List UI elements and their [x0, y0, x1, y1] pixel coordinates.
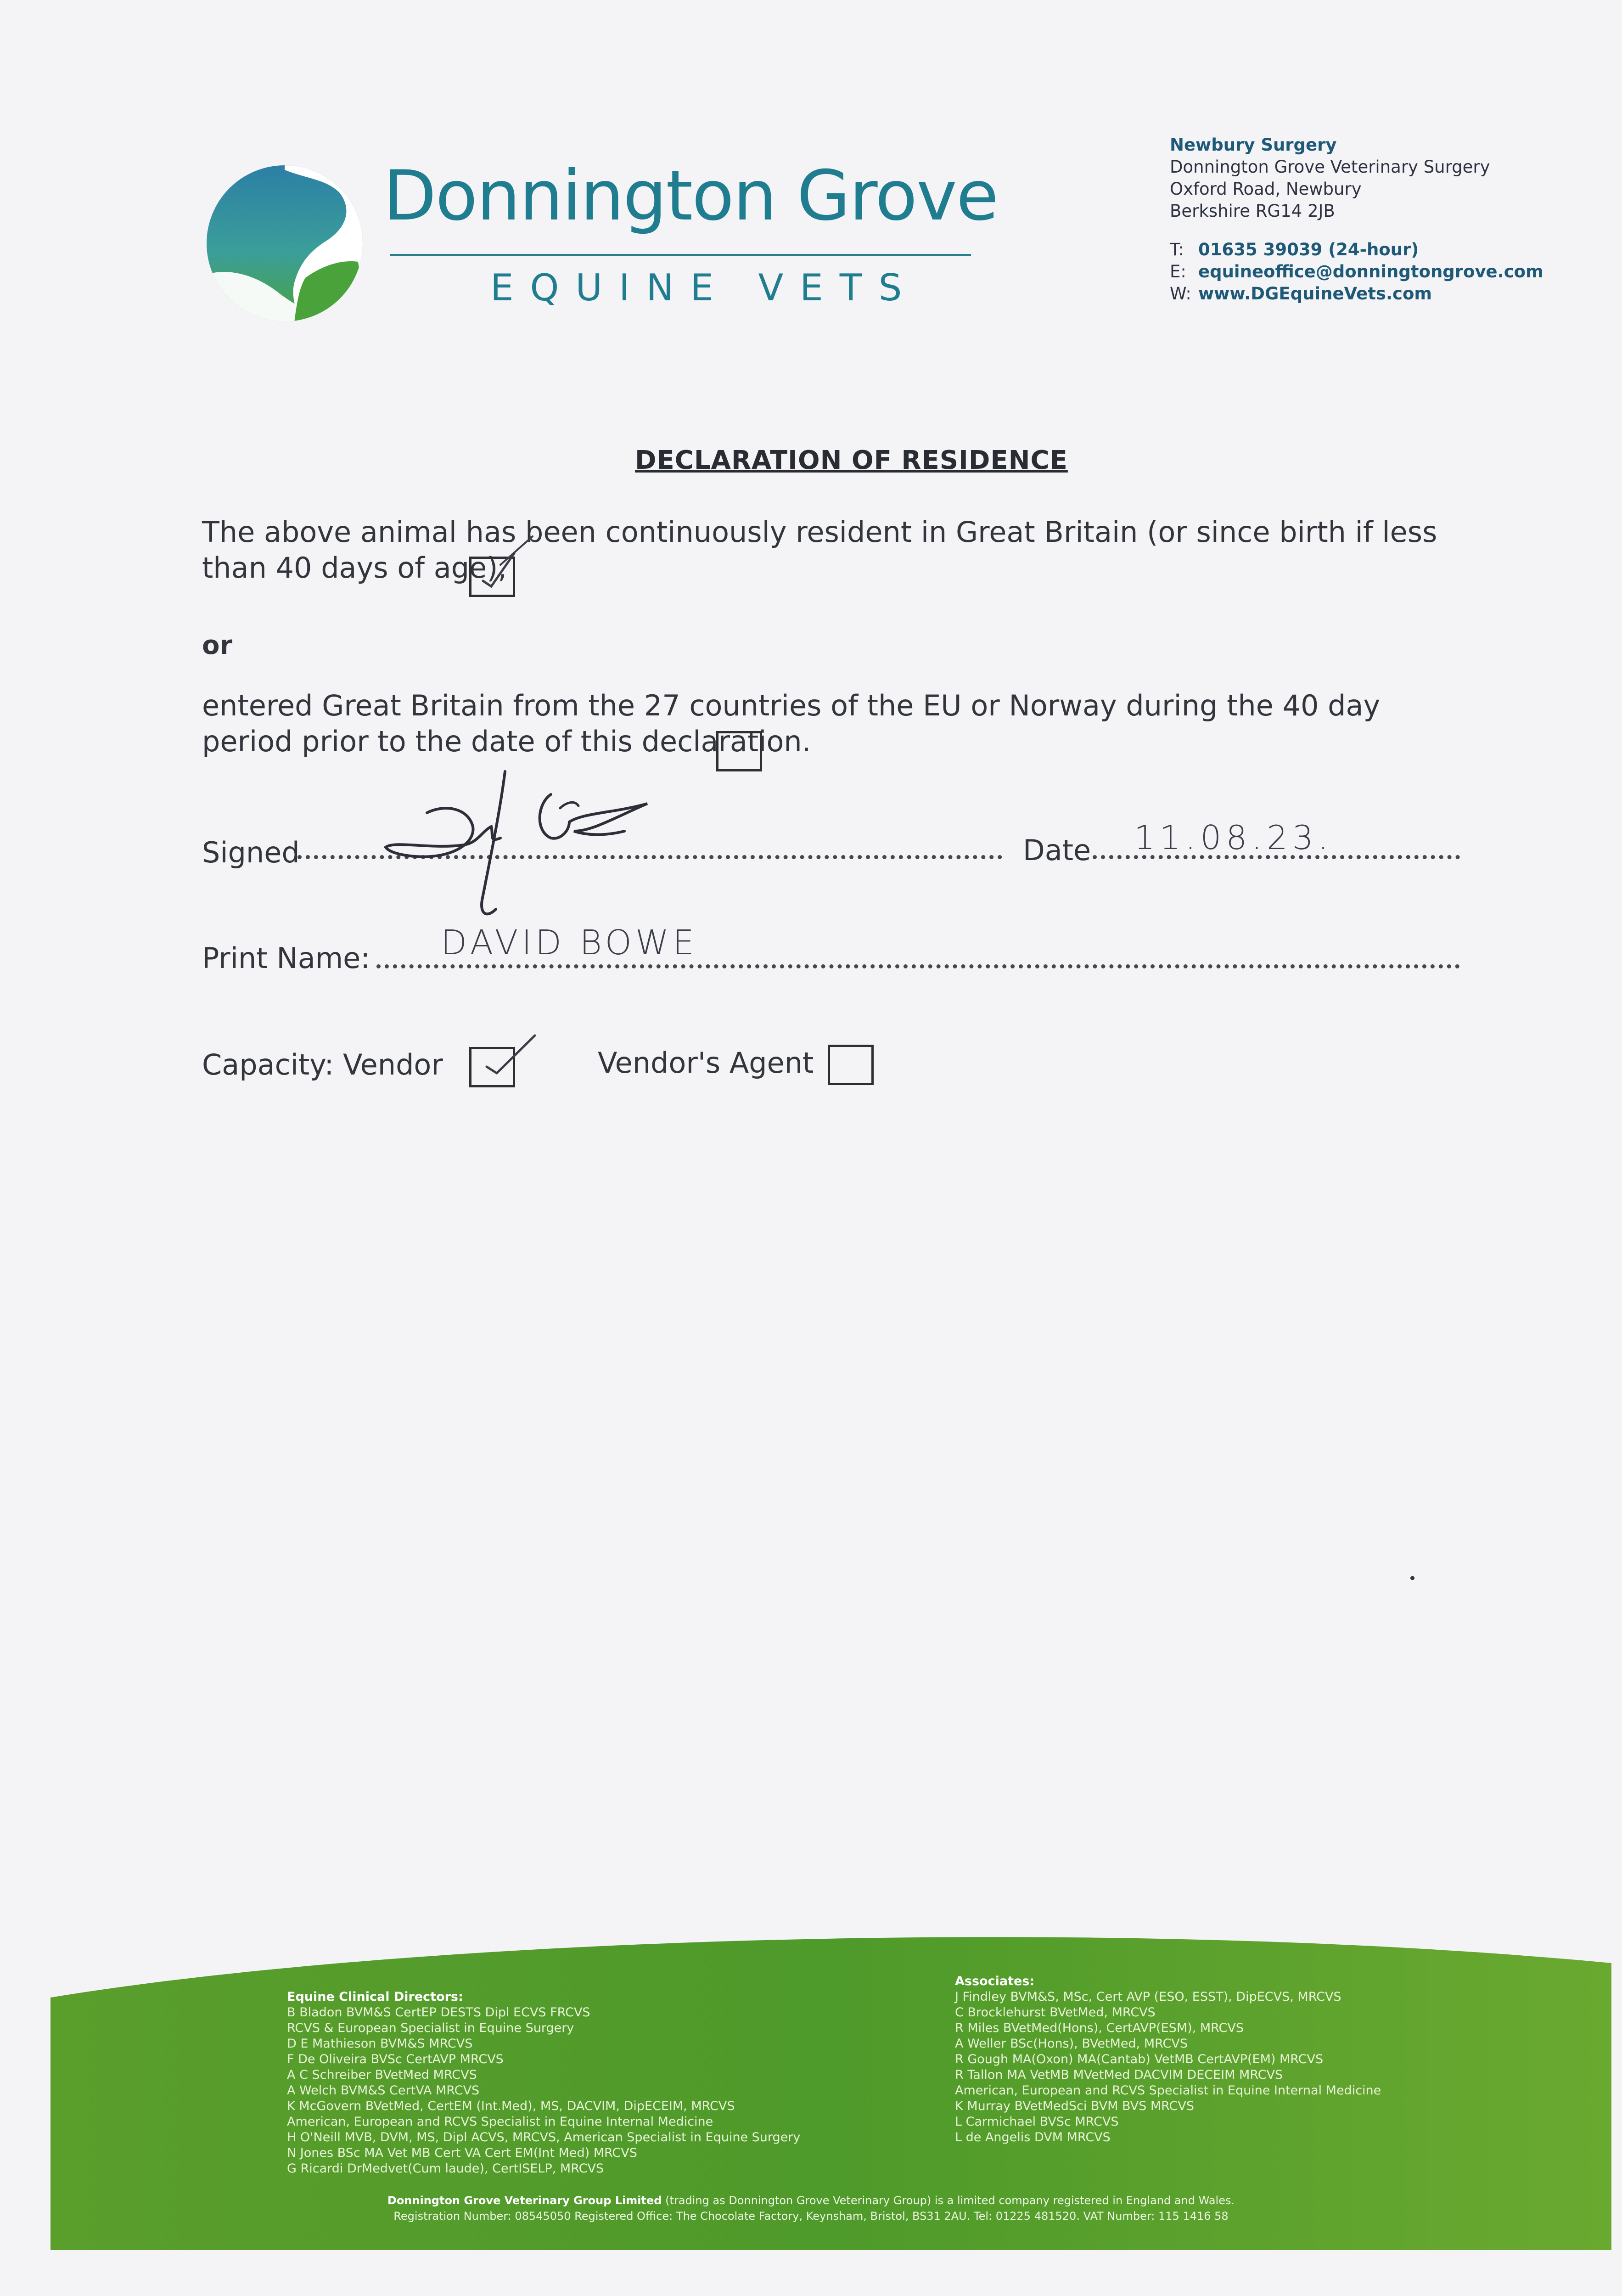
print-name-label: Print Name: — [202, 941, 370, 975]
director-entry: H O'Neill MVB, DVM, MS, Dipl ACVS, MRCVS, American Specialist in Equine Surgery — [287, 2130, 801, 2144]
director-entry: G Ricardi DrMedvet(Cum laude), CertISELP, MRCVS — [287, 2161, 604, 2176]
brand-subtitle: EQUINE VETS — [490, 266, 919, 309]
phone-label: T: — [1170, 240, 1184, 259]
print-name-value: DAVID BOWE — [441, 923, 698, 962]
associate-entry: L Carmichael BVSc MRCVS — [955, 2115, 1119, 2129]
vendors-agent-checkbox[interactable] — [828, 1045, 874, 1085]
director-entry: A Welch BVM&S CertVA MRCVS — [287, 2083, 480, 2098]
entered-statement: entered Great Britain from the 27 countries of the EU or Norway during the 40 day period prior to the date of this declaration. — [202, 689, 1381, 758]
capacity-vendor-label: Capacity: Vendor — [202, 1048, 443, 1081]
legal-description: (trading as Donnington Grove Veterinary Group) is a limited company registered in England and Wales. — [662, 2194, 1235, 2207]
director-entry: K McGovern BVetMed, CertEM (Int.Med), MS, DACVIM, DipECEIM, MRCVS — [287, 2099, 735, 2113]
handwritten-signature-icon — [376, 762, 698, 946]
associate-entry: A Weller BSc(Hons), BVetMed, MRCVS — [955, 2037, 1188, 2051]
or-separator: or — [202, 630, 233, 660]
surgery-name: Newbury Surgery — [1170, 135, 1337, 155]
associate-entry: C Brocklehurst BVetMed, MRCVS — [955, 2005, 1156, 2020]
director-entry: D E Mathieson BVM&S MRCVS — [287, 2037, 473, 2051]
address-line: Donnington Grove Veterinary Surgery — [1170, 157, 1490, 177]
date-value: 11.08.23. — [1134, 818, 1333, 857]
contact-details — [1170, 239, 1543, 305]
brand-divider — [390, 254, 971, 256]
director-entry: A C Schreiber BVetMed MRCVS — [287, 2068, 477, 2082]
strike-mark-icon — [496, 533, 537, 569]
associate-entry: R Miles BVetMed(Hons), CertAVP(ESM), MRCVS — [955, 2021, 1244, 2035]
stray-mark — [1410, 1576, 1414, 1580]
email-link[interactable]: equineoffice@donningtongrove.com — [1198, 262, 1543, 281]
legal-company: Donnington Grove Veterinary Group Limited — [387, 2194, 662, 2207]
surgery-address — [1170, 134, 1490, 222]
form-heading: DECLARATION OF RESIDENCE — [635, 445, 1068, 475]
signed-label: Signed — [202, 836, 300, 869]
director-entry: American, European and RCVS Specialist in Equine Internal Medicine — [287, 2115, 713, 2129]
address-line: Berkshire RG14 2JB — [1170, 201, 1335, 221]
legal-line-1 — [0, 2193, 1622, 2208]
associate-entry: R Tallon MA VetMB MVetMed DACVIM DECEIM MRCVS — [955, 2068, 1283, 2082]
vendors-agent-label: Vendor's Agent — [598, 1046, 814, 1080]
legal-line-2: Registration Number: 08545050 Registered Office: The Chocolate Factory, Keynsham, Bristol, BS31 2AU. Tel: 01225 481520. VAT Number: 115 1416 58 — [393, 2210, 1229, 2223]
email-row — [1170, 261, 1543, 283]
director-entry: F De Oliveira BVSc CertAVP MRCVS — [287, 2052, 504, 2066]
print-name-line[interactable] — [376, 964, 1460, 968]
associate-entry: K Murray BVetMedSci BVM BVS MRCVS — [955, 2099, 1195, 2113]
brand-name: Donnington Grove — [383, 156, 998, 236]
entered-checkbox[interactable] — [716, 731, 762, 771]
horse-head-logo-icon — [202, 161, 367, 326]
legal-notice — [0, 2193, 1622, 2224]
clinical-directors — [287, 1989, 800, 2177]
associate-entry: American, European and RCVS Specialist in Equine Internal Medicine — [955, 2083, 1381, 2098]
associate-entry: R Gough MA(Oxon) MA(Cantab) VetMB CertAVP(EM) MRCVS — [955, 2052, 1324, 2066]
web-label: W: — [1170, 284, 1191, 304]
associates-title: Associates: — [955, 1974, 1035, 1988]
associates — [955, 1974, 1381, 2145]
director-entry: N Jones BSc MA Vet MB Cert VA Cert EM(Int Med) MRCVS — [287, 2146, 637, 2160]
associate-entry: J Findley BVM&S, MSc, Cert AVP (ESO, ESST), DipECVS, MRCVS — [955, 1990, 1341, 2004]
phone-number: 01635 39039 (24-hour) — [1198, 240, 1419, 259]
phone-row — [1170, 239, 1543, 261]
vendor-check-mark-icon — [477, 1031, 542, 1086]
web-row — [1170, 283, 1543, 305]
director-entry: RCVS & European Specialist in Equine Surgery — [287, 2021, 574, 2035]
website-link[interactable]: www.DGEquineVets.com — [1198, 284, 1432, 304]
resident-statement: The above animal has been continuously resident in Great Britain (or since birth if less than 40 days of age), — [202, 515, 1437, 585]
date-label: Date — [1023, 833, 1091, 867]
address-line: Oxford Road, Newbury — [1170, 179, 1362, 199]
director-entry: B Bladon BVM&S CertEP DESTS Dipl ECVS FRCVS — [287, 2005, 590, 2020]
email-label: E: — [1170, 262, 1186, 281]
associate-entry: L de Angelis DVM MRCVS — [955, 2130, 1111, 2144]
directors-title: Equine Clinical Directors: — [287, 1990, 463, 2004]
